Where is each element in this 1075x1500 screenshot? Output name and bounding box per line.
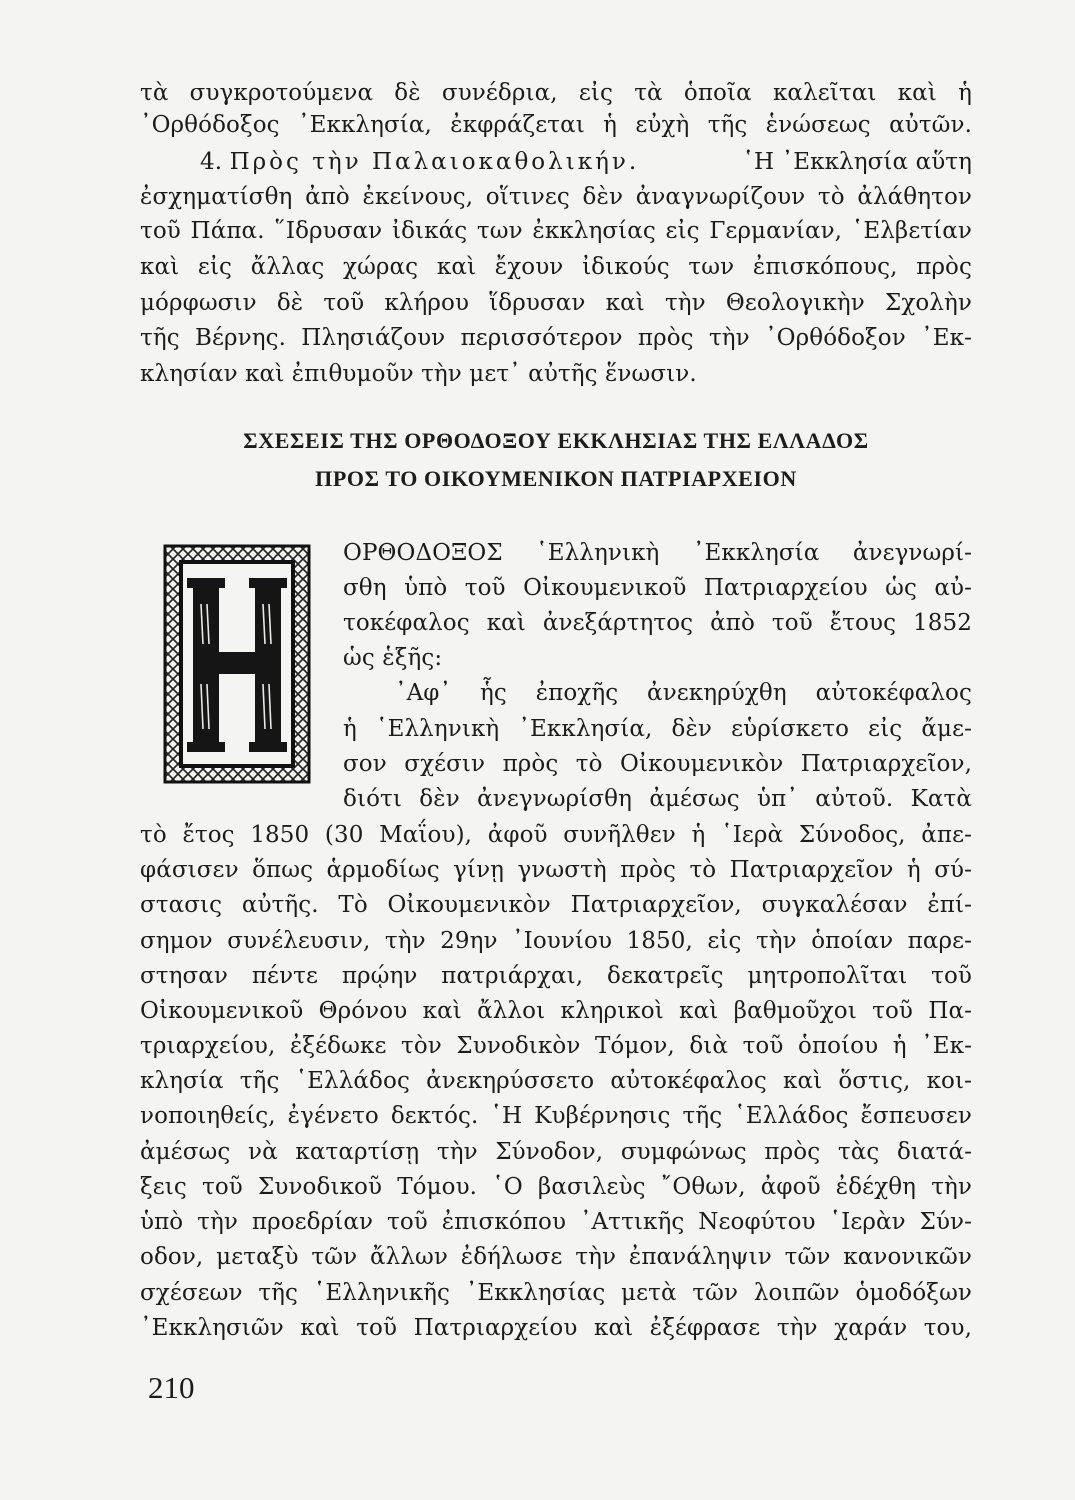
text-line: τὰ συγκροτούμενα δὲ συνέδρια, εἰς τὰ ὁποῖα καλεῖται καὶ ἡ bbox=[140, 80, 972, 106]
text-line: στησαν πέντε πρῴην πατριάρχαι, δεκατρεῖς μητροπολῖται τοῦ bbox=[140, 963, 972, 989]
text-line: Οἰκουμενικοῦ Θρόνου καὶ ἄλλοι κληρικοὶ καὶ βαθμοῦχοι τοῦ Πα- bbox=[140, 998, 972, 1024]
text-line: διότι δὲν ἀνεγνωρίσθη ἀμέσως ὑπ᾿ αὐτοῦ. Κατὰ bbox=[343, 786, 972, 812]
text-line: ὑπὸ τὴν προεδρίαν τοῦ ἐπισκόπου ᾿Αττικῆς Νεοφύτου ῾Ιερὰν Σύν- bbox=[140, 1209, 972, 1235]
section-title-rest: ῾Η ᾿Εκκλησία αὕτη bbox=[742, 149, 972, 175]
section-4-title-line bbox=[200, 146, 972, 178]
text-line: ὡς ἑξῆς: bbox=[343, 645, 443, 671]
text-line: ἐσχηματίσθη ἀπὸ ἐκείνους, οἵτινες δὲν ἀναγνωρίζουν τὸ ἀλάθητον bbox=[140, 184, 972, 210]
text-line: κλησία τῆς ῾Ελλάδος ἀνεκηρύσσετο αὐτοκέφαλος καὶ ὅστις, κοι- bbox=[140, 1068, 972, 1094]
text-line: ξεις τοῦ Συνοδικοῦ Τόμου. ῾Ο βασιλεὺς ῎Οθων, ἀφοῦ ἐδέχθη τὴν bbox=[140, 1174, 972, 1200]
text-line: τοῦ Πάπα. ῞Ιδρυσαν ἰδικάς των ἐκκλησίας εἰς Γερμανίαν, ῾Ελβετίαν bbox=[140, 218, 972, 244]
text-line: σον σχέσιν πρὸς τὸ Οἰκουμενικὸν Πατριαρχεῖον, bbox=[343, 751, 972, 777]
text-line: οδον, μεταξὺ τῶν ἄλλων ἐδήλωσε τὴν ἐπανάληψιν τῶν κανονικῶν bbox=[140, 1244, 972, 1270]
text-line: μόρφωσιν δὲ τοῦ κλήρου ἵδρυσαν καὶ τὴν Θεολογικὴν Σχολὴν bbox=[140, 290, 972, 316]
section-number: 4. bbox=[200, 149, 223, 175]
section-title: Πρὸς τὴν Παλαιοκαθολικήν. bbox=[229, 149, 640, 175]
text-line: σημον συνέλευσιν, τὴν 29ην ᾿Ιουνίου 1850, εἰς τὴν ὁποίαν παρε- bbox=[140, 928, 972, 954]
page-number: 210 bbox=[148, 1370, 195, 1405]
text-line: ᾿Αφ᾿ ἧς ἐποχῆς ἀνεκηρύχθη αὐτοκέφαλος bbox=[395, 680, 972, 706]
text-line: τριαρχείου, ἐξέδωκε τὸν Συνοδικὸν Τόμον, διὰ τοῦ ὁποίου ἡ ᾿Εκ- bbox=[140, 1033, 972, 1059]
decorated-initial-letter bbox=[163, 544, 311, 784]
section-heading-line-1: ΣΧΕΣΕΙΣ ΤΗΣ ΟΡΘΟΔΟΞΟΥ ΕΚΚΛΗΣΙΑΣ ΤΗΣ ΕΛΛΑΔΟΣ bbox=[243, 428, 869, 453]
text-line: τῆς Βέρνης. Πλησιάζουν περισσότερον πρὸς τὴν ᾿Ορθόδοξον ᾿Εκ- bbox=[140, 325, 972, 351]
text-line: φάσισεν ὅπως ἁρμοδίως γίνῃ γνωστὴ πρὸς τὸ Πατριαρχεῖον ἡ σύ- bbox=[140, 857, 972, 883]
text-line: σχέσεων τῆς ῾Ελληνικῆς ᾿Εκκλησίας μετὰ τῶν λοιπῶν ὁμοδόξων bbox=[140, 1280, 972, 1306]
text-line: ᾿Εκκλησιῶν καὶ τοῦ Πατριαρχείου καὶ ἐξέφρασε τὴν χαράν του, bbox=[140, 1315, 972, 1341]
text-line: τοκέφαλος καὶ ἀνεξάρτητος ἀπὸ τοῦ ἔτους 1852 bbox=[343, 610, 972, 636]
section-heading-line-2: ΠΡΟΣ ΤΟ ΟΙΚΟΥΜΕΝΙΚΟΝ ΠΑΤΡΙΑΡΧΕΙΟΝ bbox=[315, 466, 797, 491]
text-line: καὶ εἰς ἄλλας χώρας καὶ ἔχουν ἰδικούς των ἐπισκόπους, πρὸς bbox=[140, 254, 972, 280]
text-line: τὸ ἔτος 1850 (30 Μαΐου), ἀφοῦ συνῆλθεν ἡ ῾Ιερὰ Σύνοδος, ἀπε- bbox=[140, 822, 972, 848]
text-line: ΟΡΘΟΔΟΞΟΣ ῾Ελληνικὴ ᾿Εκκλησία ἀνεγνωρί- bbox=[343, 540, 972, 566]
text-line: κλησίαν καὶ ἐπιθυμοῦν τὴν μετ᾿ αὐτῆς ἕνωσιν. bbox=[140, 361, 697, 387]
text-line: ἡ ῾Ελληνικὴ ᾿Εκκλησία, δὲν εὑρίσκετο εἰς ἄμε- bbox=[343, 716, 972, 742]
text-line: νοποιηθείς, ἐγένετο δεκτός. ῾Η Κυβέρνησις τῆς ῾Ελλάδος ἔσπευσεν bbox=[140, 1103, 972, 1129]
text-line: ἀμέσως νὰ καταρτίσῃ τὴν Σύνοδον, συμφώνως πρὸς τὰς διατά- bbox=[140, 1139, 972, 1165]
text-line: στασις αὐτῆς. Τὸ Οἰκουμενικὸν Πατριαρχεῖον, συγκαλέσαν ἐπί- bbox=[140, 892, 972, 918]
text-line: ᾿Ορθόδοξος ᾿Εκκλησία, ἐκφράζεται ἡ εὐχὴ τῆς ἑνώσεως αὐτῶν. bbox=[140, 112, 972, 138]
text-line: σθη ὑπὸ τοῦ Οἰκουμενικοῦ Πατριαρχείου ὡς αὐ- bbox=[343, 575, 972, 601]
